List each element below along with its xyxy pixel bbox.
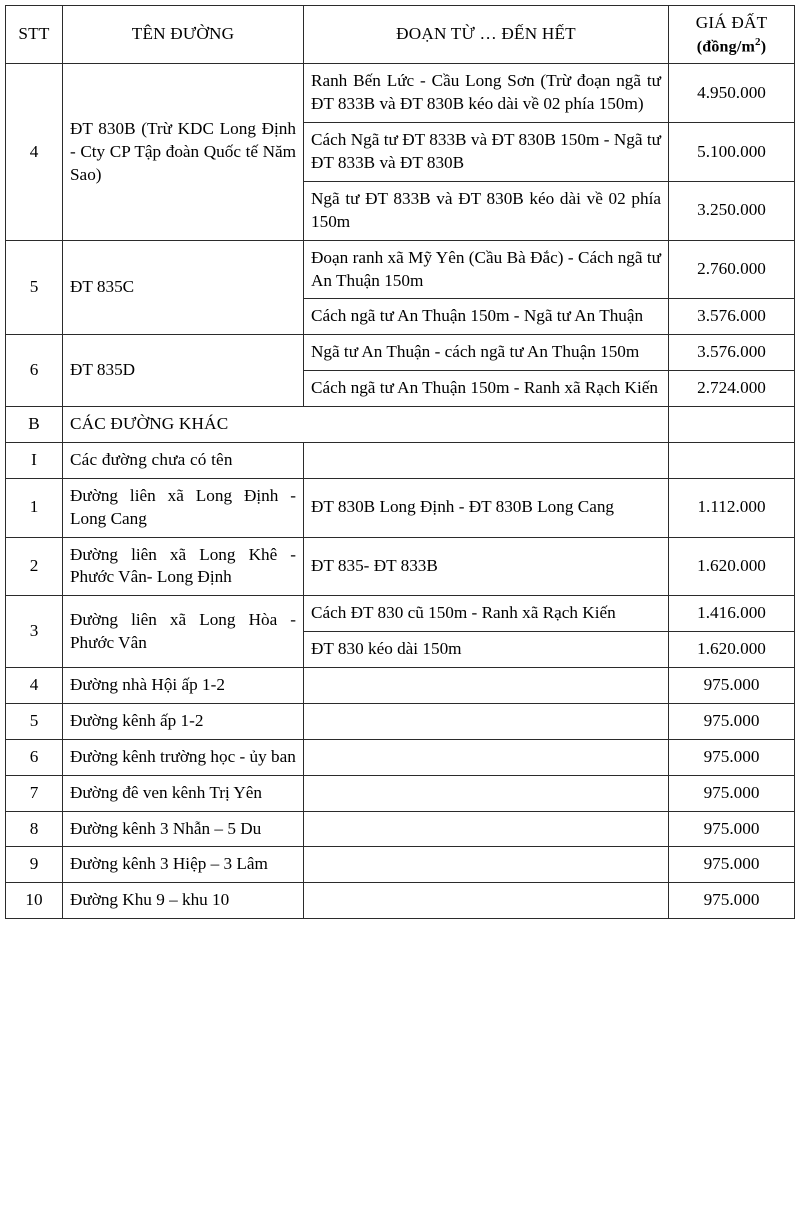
row-price: 1.416.000	[669, 596, 795, 632]
section-stt: B	[6, 407, 63, 443]
row-price: 975.000	[669, 847, 795, 883]
row-segment: Cách ngã tư An Thuận 150m - Ranh xã Rạch Kiến	[304, 371, 669, 407]
table-body	[6, 64, 795, 919]
table-row	[6, 668, 795, 704]
row-road-name: Đường kênh 3 Hiệp – 3 Lâm	[63, 847, 304, 883]
row-stt: 3	[6, 596, 63, 668]
row-price: 3.576.000	[669, 299, 795, 335]
table-row	[6, 64, 795, 123]
row-stt: 9	[6, 847, 63, 883]
row-stt: 8	[6, 811, 63, 847]
row-road-name: ĐT 835C	[63, 240, 304, 335]
row-road-name: Đường liên xã Long Hòa - Phước Vân	[63, 596, 304, 668]
row-price: 975.000	[669, 775, 795, 811]
row-price: 975.000	[669, 703, 795, 739]
row-road-name: Đường kênh 3 Nhẫn – 5 Du	[63, 811, 304, 847]
row-segment	[304, 739, 669, 775]
row-price: 975.000	[669, 668, 795, 704]
row-segment	[304, 703, 669, 739]
table-row	[6, 847, 795, 883]
row-road-name: Đường liên xã Long Định - Long Cang	[63, 478, 304, 537]
price-unit-prefix: (đồng/m	[696, 38, 756, 56]
table-row	[6, 537, 795, 596]
row-segment: Cách ngã tư An Thuận 150m - Ngã tư An Thuận	[304, 299, 669, 335]
row-segment: Ranh Bến Lức - Cầu Long Sơn (Trừ đoạn ngã tư ĐT 833B và ĐT 830B kéo dài về 02 phía 150m)	[304, 64, 669, 123]
row-road-name: Đường đê ven kênh Trị Yên	[63, 775, 304, 811]
price-unit-exponent: 2	[755, 35, 761, 48]
table-row	[6, 596, 795, 632]
row-road-name: ĐT 835D	[63, 335, 304, 407]
section-header-row-i	[6, 442, 795, 478]
column-header-stt: STT	[6, 6, 63, 64]
row-segment	[304, 847, 669, 883]
price-header-unit	[676, 35, 787, 58]
row-segment: Cách ĐT 830 cũ 150m - Ranh xã Rạch Kiến	[304, 596, 669, 632]
row-segment: Cách Ngã tư ĐT 833B và ĐT 830B 150m - Ngã tư ĐT 833B và ĐT 830B	[304, 123, 669, 182]
row-stt: 7	[6, 775, 63, 811]
section-title: CÁC ĐƯỜNG KHÁC	[63, 407, 669, 443]
table-header	[6, 6, 795, 64]
row-stt: 6	[6, 739, 63, 775]
row-stt: 10	[6, 883, 63, 919]
section-stt: I	[6, 442, 63, 478]
row-stt: 4	[6, 668, 63, 704]
row-segment: Ngã tư ĐT 833B và ĐT 830B kéo dài về 02 phía 150m	[304, 181, 669, 240]
row-price: 2.760.000	[669, 240, 795, 299]
row-stt: 6	[6, 335, 63, 407]
section-price	[669, 442, 795, 478]
land-price-table	[5, 5, 795, 919]
row-segment	[304, 883, 669, 919]
row-road-name: Đường Khu 9 – khu 10	[63, 883, 304, 919]
row-road-name: Đường nhà Hội ấp 1-2	[63, 668, 304, 704]
row-stt: 2	[6, 537, 63, 596]
row-segment: ĐT 830 kéo dài 150m	[304, 632, 669, 668]
table-row	[6, 703, 795, 739]
table-row	[6, 811, 795, 847]
row-price: 975.000	[669, 739, 795, 775]
row-segment: ĐT 830B Long Định - ĐT 830B Long Cang	[304, 478, 669, 537]
row-price: 1.620.000	[669, 537, 795, 596]
row-stt: 4	[6, 64, 63, 240]
row-segment	[304, 668, 669, 704]
row-road-name: Đường kênh ấp 1-2	[63, 703, 304, 739]
table-row	[6, 775, 795, 811]
row-road-name: Đường kênh trường học - ủy ban	[63, 739, 304, 775]
row-segment: ĐT 835- ĐT 833B	[304, 537, 669, 596]
row-segment: Ngã tư An Thuận - cách ngã tư An Thuận 150m	[304, 335, 669, 371]
section-header-row-b	[6, 407, 795, 443]
row-segment	[304, 811, 669, 847]
row-price: 3.250.000	[669, 181, 795, 240]
row-road-name: Đường liên xã Long Khê - Phước Vân- Long Định	[63, 537, 304, 596]
column-header-price	[669, 6, 795, 64]
header-row	[6, 6, 795, 64]
column-header-road-name: TÊN ĐƯỜNG	[63, 6, 304, 64]
table-row	[6, 883, 795, 919]
row-price: 5.100.000	[669, 123, 795, 182]
price-header-main: GIÁ ĐẤT	[695, 13, 768, 32]
row-segment: Đoạn ranh xã Mỹ Yên (Cầu Bà Đắc) - Cách ngã tư An Thuận 150m	[304, 240, 669, 299]
column-header-segment: ĐOẠN TỪ … ĐẾN HẾT	[304, 6, 669, 64]
row-price: 975.000	[669, 883, 795, 919]
table-row	[6, 335, 795, 371]
row-road-name: ĐT 830B (Trừ KDC Long Định - Cty CP Tập đoàn Quốc tế Năm Sao)	[63, 64, 304, 240]
section-segment	[304, 442, 669, 478]
row-stt: 5	[6, 703, 63, 739]
price-unit-suffix: )	[760, 38, 767, 56]
row-stt: 1	[6, 478, 63, 537]
row-price: 1.112.000	[669, 478, 795, 537]
table-row	[6, 739, 795, 775]
row-price: 3.576.000	[669, 335, 795, 371]
row-price: 2.724.000	[669, 371, 795, 407]
row-price: 4.950.000	[669, 64, 795, 123]
table-row	[6, 478, 795, 537]
row-price: 975.000	[669, 811, 795, 847]
section-title: Các đường chưa có tên	[63, 442, 304, 478]
row-stt: 5	[6, 240, 63, 335]
row-price: 1.620.000	[669, 632, 795, 668]
table-row	[6, 240, 795, 299]
section-price	[669, 407, 795, 443]
row-segment	[304, 775, 669, 811]
